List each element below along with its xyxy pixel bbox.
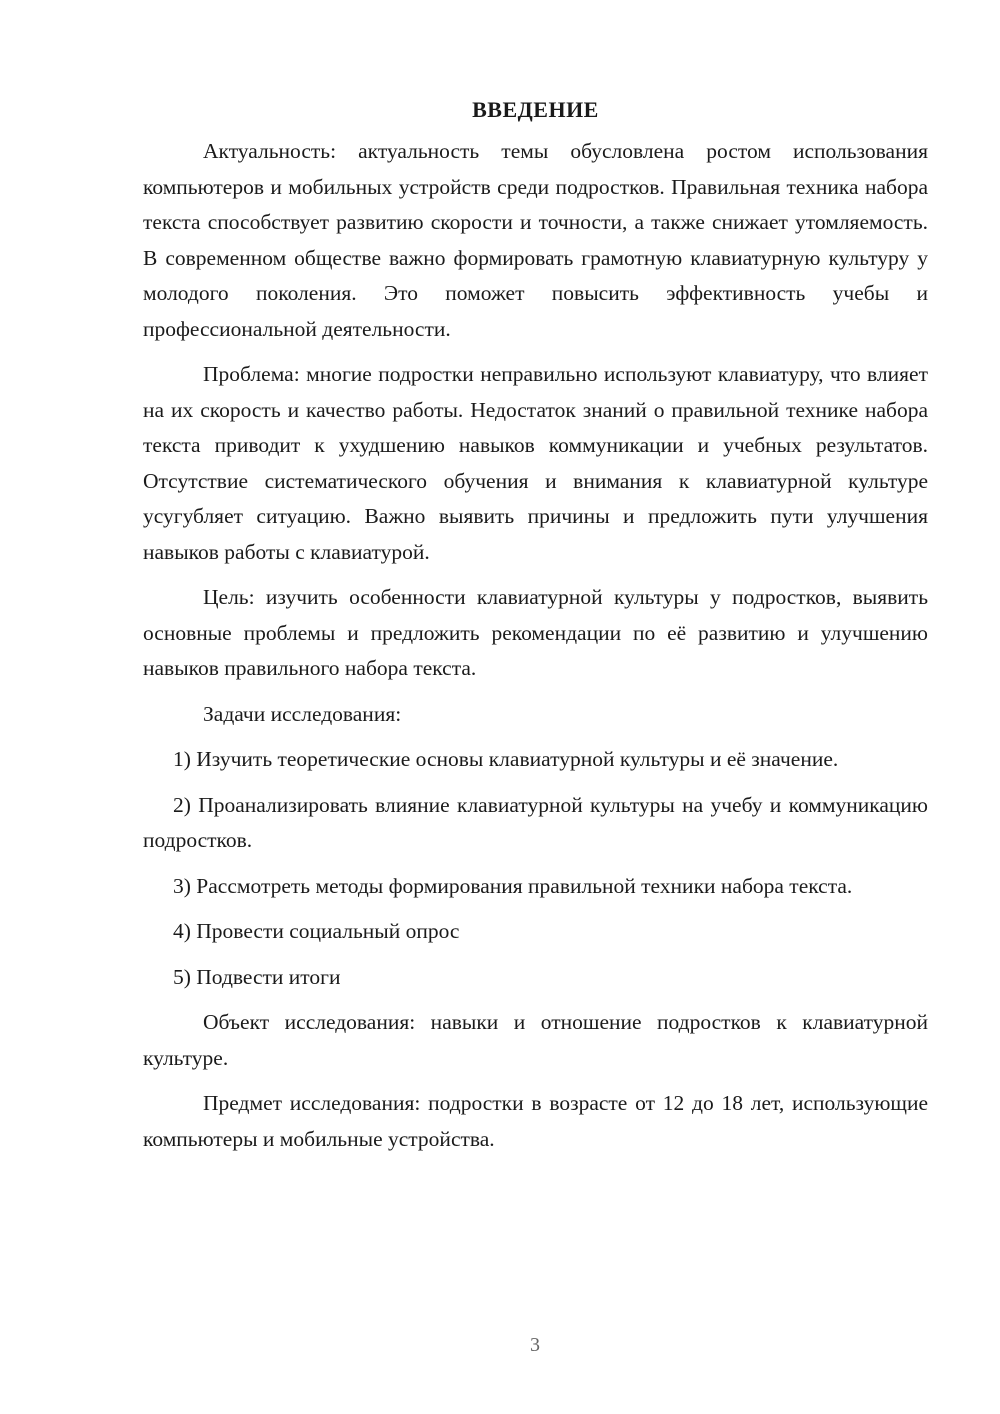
paragraph-relevance: Актуальность: актуальность темы обусловлена ростом использования компьютеров и мобильных устройств среди подростков. Правильная техника набора текста способствует развитию скорости и точности, а также снижает утомляемость. В современном обществе важно формировать грамотную клавиатурную культуру у молодого поколения. Это поможет повысить эффективность учебы и профессиональной деятельности.	[143, 139, 928, 341]
tasks-heading: Задачи исследования:	[203, 701, 402, 726]
paragraph-object: Объект исследования: навыки и отношение подростков к клавиатурной культуре.	[143, 1010, 928, 1070]
page-number: 3	[530, 1334, 540, 1356]
page-title: ВВЕДЕНИЕ	[472, 97, 599, 122]
paragraph-subject: Предмет исследования: подростки в возрасте от 12 до 18 лет, использующие компьютеры и мобильные устройства.	[143, 1091, 928, 1151]
document-page	[143, 96, 928, 1167]
task-item: 5) Подвести итоги	[173, 964, 341, 989]
task-item: 4) Провести социальный опрос	[173, 919, 460, 943]
paragraph-goal: Цель: изучить особенности клавиатурной культуры у подростков, выявить основные проблемы и предложить рекомендации по её развитию и улучшению навыков правильного набора текста.	[143, 585, 928, 680]
task-item: 3) Рассмотреть методы формирования правильной техники набора текста.	[173, 873, 853, 898]
task-item: 1) Изучить теоретические основы клавиатурной культуры и её значение.	[173, 747, 839, 771]
task-item: 2) Проанализировать влияние клавиатурной культуры на учебу и коммуникацию подростков.	[143, 792, 928, 852]
paragraph-problem: Проблема: многие подростки неправильно используют клавиатуру, что влияет на их скорость и качество работы. Недостаток знаний о правильной технике набора текста приводит к ухудшению навыков коммуникации и учебных результатов. Отсутствие систематического обучения и внимания к клавиатурной культуре усугубляет ситуацию. Важно выявить причины и предложить пути улучшения навыков работы с клавиатурой.	[143, 362, 928, 564]
